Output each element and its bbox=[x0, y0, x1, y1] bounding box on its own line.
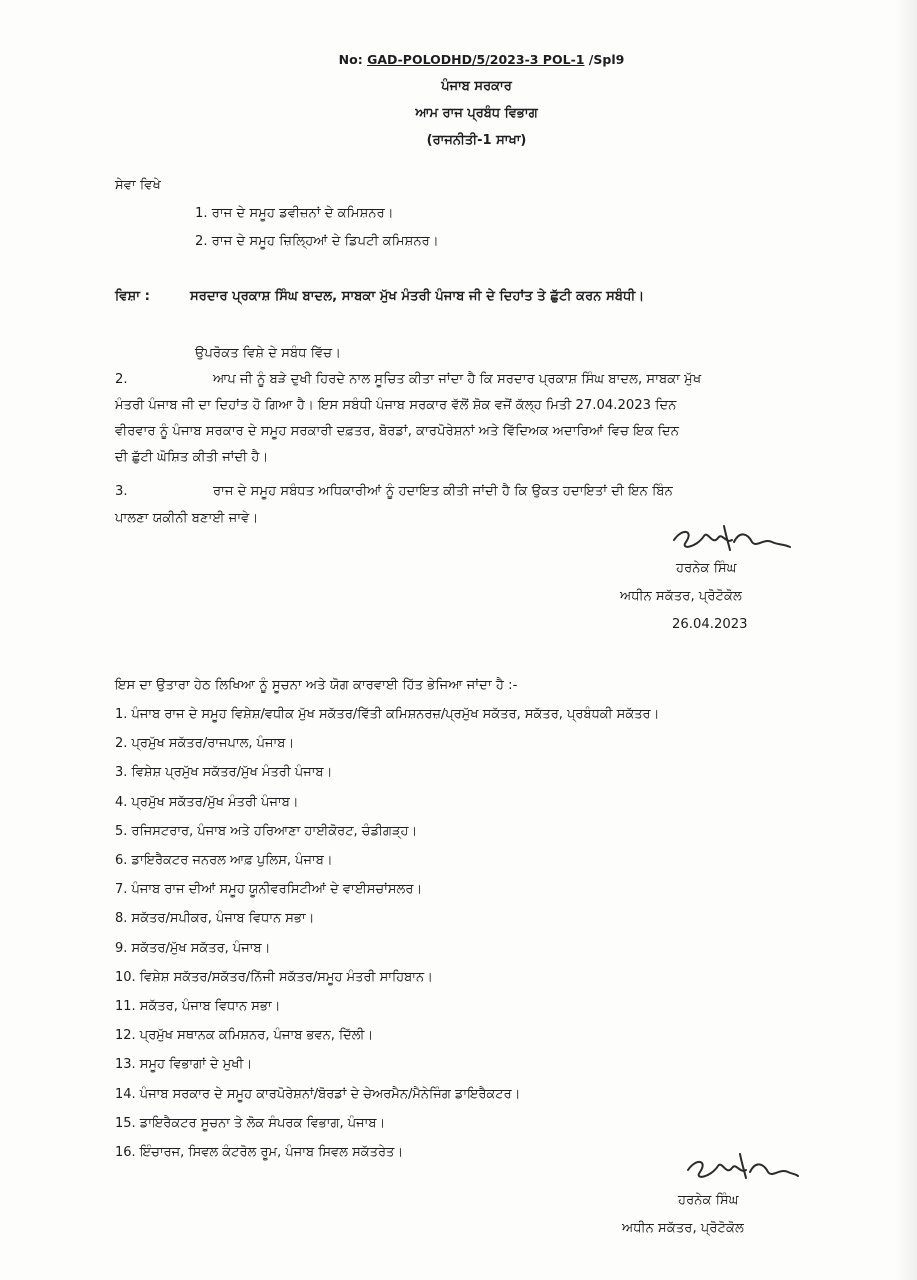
para2-line: ਵੀਰਵਾਰ ਨੂੰ ਪੰਜਾਬ ਸਰਕਾਰ ਦੇ ਸਮੂਹ ਸਰਕਾਰੀ ਦਫ਼ਤਰ, ਬੋਰਡਾਂ, ਕਾਰਪੋਰੇਸ਼ਨਾਂ ਅਤੇ ਵਿੱਦਿਅਕ ਅਦਾਰਿਆਂ ਵਿਚ ਇਕ ਦਿਨ bbox=[115, 424, 680, 439]
para2-number: 2. bbox=[115, 372, 128, 387]
ref-number: GAD-POLODHD/5/2023-3 POL-1 bbox=[367, 52, 585, 67]
copy-intro: ਇਸ ਦਾ ਉਤਾਰਾ ਹੇਠ ਲਿਖਿਆ ਨੂੰ ਸੂਚਨਾ ਅਤੇ ਯੋਗ ਕਾਰਵਾਈ ਹਿੱਤ ਭੇਜਿਆ ਜਾਂਦਾ ਹੈ :- bbox=[115, 678, 518, 693]
copy-list-item: 2. ਪ੍ਰਮੁੱਖ ਸਕੱਤਰ/ਰਾਜਪਾਲ, ਪੰਜਾਬ। bbox=[115, 736, 295, 751]
copy-list-item: 16. ਇੰਚਾਰਜ, ਸਿਵਲ ਕੰਟਰੋਲ ਰੂਮ, ਪੰਜਾਬ ਸਿਵਲ ਸਕੱਤਰੇਤ। bbox=[115, 1145, 404, 1160]
copy-list-item: 10. ਵਿਸ਼ੇਸ਼ ਸਕੱਤਰ/ਸਕੱਤਰ/ਨਿੱਜੀ ਸਕੱਤਰ/ਸਮੂਹ ਮੰਤਰੀ ਸਾਹਿਬਾਨ। bbox=[115, 970, 433, 985]
scan-edge-shadow bbox=[895, 0, 917, 1280]
signatory-designation: ਅਧੀਨ ਸਕੱਤਰ, ਪ੍ਰੋਟੋਕੋਲ bbox=[620, 589, 742, 604]
subject-label: ਵਿਸ਼ਾ : bbox=[115, 289, 150, 304]
para3-line: ਰਾਜ ਦੇ ਸਮੂਹ ਸਬੰਧਤ ਅਧਿਕਾਰੀਆਂ ਨੂੰ ਹਦਾਇਤ ਕੀਤੀ ਜਾਂਦੀ ਹੈ ਕਿ ਉਕਤ ਹਦਾਇਤਾਂ ਦੀ ਇਨ ਬਿੰਨ bbox=[213, 484, 673, 499]
signatory-designation: ਅਧੀਨ ਸਕੱਤਰ, ਪ੍ਰੋਟੋਕੋਲ bbox=[622, 1221, 744, 1236]
copy-list-item: 1. ਪੰਜਾਬ ਰਾਜ ਦੇ ਸਮੂਹ ਵਿਸ਼ੇਸ਼/ਵਧੀਕ ਮੁੱਖ ਸਕੱਤਰ/ਵਿੱਤੀ ਕਮਿਸ਼ਨਰਜ਼/ਪ੍ਰਮੁੱਖ ਸਕੱਤਰ, ਸਕੱਤਰ, ਪ੍ਰਬੰਧਕੀ ਸਕੱਤਰ। bbox=[115, 707, 660, 722]
addressee-item: 2. ਰਾਜ ਦੇ ਸਮੂਹ ਜ਼ਿਲ੍ਹਿਆਂ ਦੇ ਡਿਪਟੀ ਕਮਿਸ਼ਨਰ। bbox=[195, 234, 439, 249]
para3-line: ਪਾਲਣਾ ਯਕੀਨੀ ਬਣਾਈ ਜਾਵੇ। bbox=[115, 511, 259, 526]
copy-list-item: 7. ਪੰਜਾਬ ਰਾਜ ਦੀਆਂ ਸਮੂਹ ਯੂਨੀਵਰਸਿਟੀਆਂ ਦੇ ਵਾਈਸਚਾਂਸਲਰ। bbox=[115, 882, 423, 897]
copy-list-item: 12. ਪ੍ਰਮੁੱਖ ਸਥਾਨਕ ਕਮਿਸ਼ਨਰ, ਪੰਜਾਬ ਭਵਨ, ਦਿੱਲੀ। bbox=[115, 1028, 374, 1043]
department-heading: ਆਮ ਰਾਜ ਪ੍ਰਬੰਧ ਵਿਭਾਗ bbox=[415, 106, 538, 121]
copy-list-item: 8. ਸਕੱਤਰ/ਸਪੀਕਰ, ਪੰਜਾਬ ਵਿਧਾਨ ਸਭਾ। bbox=[115, 911, 315, 926]
copy-list-item: 13. ਸਮੂਹ ਵਿਭਾਗਾਂ ਦੇ ਮੁਖੀ। bbox=[115, 1057, 253, 1072]
body-intro: ਉਪਰੋਕਤ ਵਿਸ਼ੇ ਦੇ ਸਬੰਧ ਵਿੱਚ। bbox=[195, 346, 342, 361]
ref-suffix: /Spl9 bbox=[584, 52, 625, 67]
para2-line: ਦੀ ਛੁੱਟੀ ਘੋਸ਼ਿਤ ਕੀਤੀ ਜਾਂਦੀ ਹੈ। bbox=[115, 450, 269, 465]
copy-list-item: 14. ਪੰਜਾਬ ਸਰਕਾਰ ਦੇ ਸਮੂਹ ਕਾਰਪੋਰੇਸ਼ਨਾਂ/ਬੋਰਡਾਂ ਦੇ ਚੇਅਰਮੈਨ/ਮੈਨੇਜਿੰਗ ਡਾਇਰੈਕਟਰ। bbox=[115, 1087, 521, 1102]
branch-heading: (ਰਾਜਨੀਤੀ-1 ਸਾਖਾ) bbox=[426, 133, 527, 148]
copy-list-item: 11. ਸਕੱਤਰ, ਪੰਜਾਬ ਵਿਧਾਨ ਸਭਾ। bbox=[115, 999, 281, 1014]
signatory-name: ਹਰਨੇਕ ਸਿੰਘ bbox=[678, 1193, 739, 1208]
copy-list-item: 6. ਡਾਇਰੈਕਟਰ ਜਨਰਲ ਆਫ਼ ਪੁਲਿਸ, ਪੰਜਾਬ। bbox=[115, 853, 333, 868]
subject-text: ਸਰਦਾਰ ਪ੍ਰਕਾਸ਼ ਸਿੰਘ ਬਾਦਲ, ਸਾਬਕਾ ਮੁੱਖ ਮੰਤਰੀ ਪੰਜਾਬ ਜੀ ਦੇ ਦਿਹਾਂਤ ਤੇ ਛੁੱਟੀ ਕਰਨ ਸਬੰਧੀ। bbox=[190, 289, 645, 304]
addressee-label: ਸੇਵਾ ਵਿਖੇ bbox=[115, 178, 161, 193]
copy-list-item: 4. ਪ੍ਰਮੁੱਖ ਸਕੱਤਰ/ਮੁੱਖ ਮੰਤਰੀ ਪੰਜਾਬ। bbox=[115, 795, 299, 810]
copy-list-item: 5. ਰਜਿਸਟਰਾਰ, ਪੰਜਾਬ ਅਤੇ ਹਰਿਆਣਾ ਹਾਈਕੋਰਟ, ਚੰਡੀਗੜ੍ਹ। bbox=[115, 824, 418, 839]
para3-number: 3. bbox=[115, 484, 128, 499]
addressee-item: 1. ਰਾਜ ਦੇ ਸਮੂਹ ਡਵੀਜ਼ਨਾਂ ਦੇ ਕਮਿਸ਼ਨਰ। bbox=[195, 206, 394, 221]
signatory-name: ਹਰਨੇਕ ਸਿੰਘ bbox=[676, 561, 737, 576]
government-heading: ਪੰਜਾਬ ਸਰਕਾਰ bbox=[441, 79, 512, 94]
reference-number bbox=[0, 52, 917, 67]
para2-line: ਮੰਤਰੀ ਪੰਜਾਬ ਜੀ ਦਾ ਦਿਹਾਂਤ ਹੋ ਗਿਆ ਹੈ। ਇਸ ਸਬੰਧੀ ਪੰਜਾਬ ਸਰਕਾਰ ਵੱਲੋਂ ਸ਼ੋਕ ਵਜੋਂ ਕੱਲ੍ਹ ਮਿਤੀ 27.04.2023 ਦਿਨ bbox=[115, 398, 677, 413]
copy-list-item: 9. ਸਕੱਤਰ/ਮੁੱਖ ਸਕੱਤਰ, ਪੰਜਾਬ। bbox=[115, 941, 271, 956]
copy-list-item: 15. ਡਾਇਰੈਕਟਰ ਸੂਚਨਾ ਤੇ ਲੋਕ ਸੰਪਰਕ ਵਿਭਾਗ, ਪੰਜਾਬ। bbox=[115, 1116, 386, 1131]
para2-line: ਆਪ ਜੀ ਨੂੰ ਬੜੇ ਦੁਖੀ ਹਿਰਦੇ ਨਾਲ ਸੂਚਿਤ ਕੀਤਾ ਜਾਂਦਾ ਹੈ ਕਿ ਸਰਦਾਰ ਪ੍ਰਕਾਸ਼ ਸਿੰਘ ਬਾਦਲ, ਸਾਬਕਾ ਮੁੱਖ bbox=[213, 372, 702, 387]
copy-list-item: 3. ਵਿਸ਼ੇਸ਼ ਪ੍ਰਮੁੱਖ ਸਕੱਤਰ/ਮੁੱਖ ਮੰਤਰੀ ਪੰਜਾਬ। bbox=[115, 765, 333, 780]
handwritten-signature-1 bbox=[668, 520, 793, 562]
ref-prefix: No: bbox=[338, 52, 368, 67]
signature-date: 26.04.2023 bbox=[672, 617, 748, 632]
handwritten-signature-2 bbox=[682, 1148, 800, 1188]
